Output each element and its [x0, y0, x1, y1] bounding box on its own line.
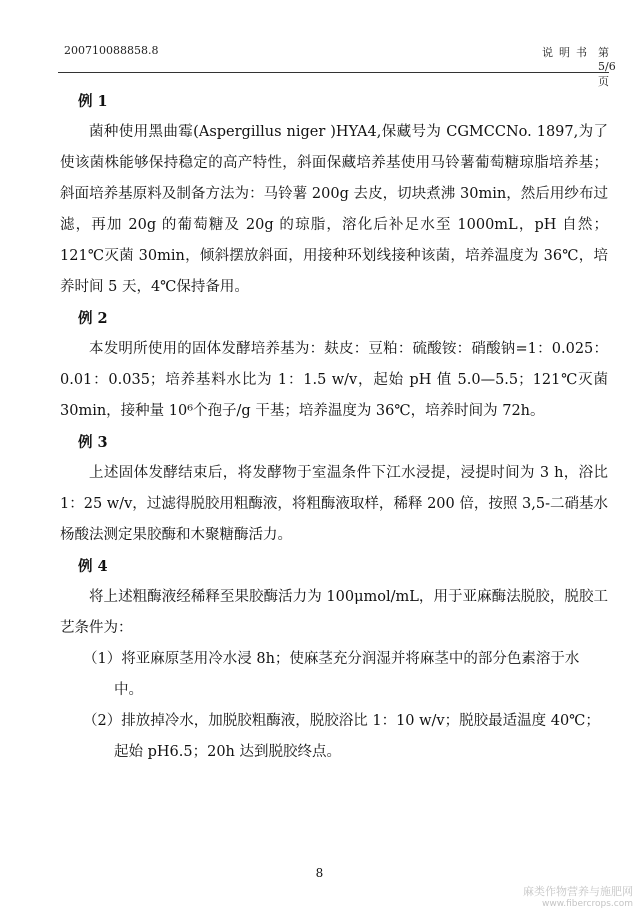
- list-item-text: 将亚麻原茎用冷水浸 8h；使麻茎充分润湿并将麻茎中的部分色素溶于水中。: [114, 651, 580, 698]
- list-item: [60, 706, 608, 768]
- page-header: [64, 44, 616, 88]
- list-item-number: （2）: [83, 713, 122, 729]
- paragraph: 菌种使用黑曲霉(Aspergillus niger )HYA4,保藏号为 CGMCCNo. 1897,为了使该菌株能够保持稳定的高产特性，斜面保藏培养基使用马铃薯葡萄糖琼脂培养基；斜面培养基原料及制备方法为：马铃薯 200g 去皮，切块煮沸 30min，然后用纱布过滤，再加 20g 的葡萄糖及 20g 的琼脂，溶化后补足水至 1000mL，pH 自然；121℃灭菌 30min，倾斜摆放斜面，用接种环划线接种该菌，培养温度为 36℃，培养时间 5 天，4℃保持备用。: [60, 124, 608, 295]
- paragraph: 将上述粗酶液经稀释至果胶酶活力为 100μmol/mL，用于亚麻酶法脱胶，脱胶工艺条件为：: [60, 589, 608, 636]
- document-type: 说明书: [542, 46, 593, 59]
- section-heading: 例 3: [78, 434, 108, 451]
- list-item-number: （1）: [83, 651, 122, 667]
- watermark: [523, 886, 633, 910]
- paragraph: 本发明所使用的固体发酵培养基为：麸皮：豆粕：硫酸铵：硝酸钠=1：0.025：0.01：0.035；培养基料水比为 1：1.5 w/v，起始 pH 值 5.0—5.5；121℃灭菌 30min，接种量 10⁶个孢子/g 干基；培养温度为 36℃，培养时间为 72h。: [60, 341, 608, 419]
- page-indicator: 第5/6页: [598, 46, 616, 88]
- page-number: 8: [315, 866, 324, 880]
- application-number: 200710088858.8: [64, 44, 159, 57]
- list-item: [60, 644, 608, 706]
- paragraph: 上述固体发酵结束后，将发酵物于室温条件下江水浸提，浸提时间为 3 h，浴比 1：25 w/v，过滤得脱胶用粗酶液，将粗酶液取样，稀释 200 倍，按照 3,5-二硝基水杨酸法测定果胶酶和木聚糖酶活力。: [60, 465, 608, 543]
- section-heading: 例 1: [78, 93, 108, 110]
- section-heading: 例 2: [78, 310, 108, 327]
- watermark-title: 麻类作物营养与施肥网: [523, 885, 633, 898]
- watermark-url: www.fibercrops.com: [542, 899, 633, 909]
- list-item-text: 排放掉冷水，加脱胶粗酶液，脱胶浴比 1：10 w/v；脱胶最适温度 40℃；起始 pH6.5；20h 达到脱胶终点。: [114, 713, 600, 760]
- section-heading: 例 4: [78, 558, 108, 575]
- document-body: [60, 86, 608, 768]
- header-divider: [58, 72, 609, 73]
